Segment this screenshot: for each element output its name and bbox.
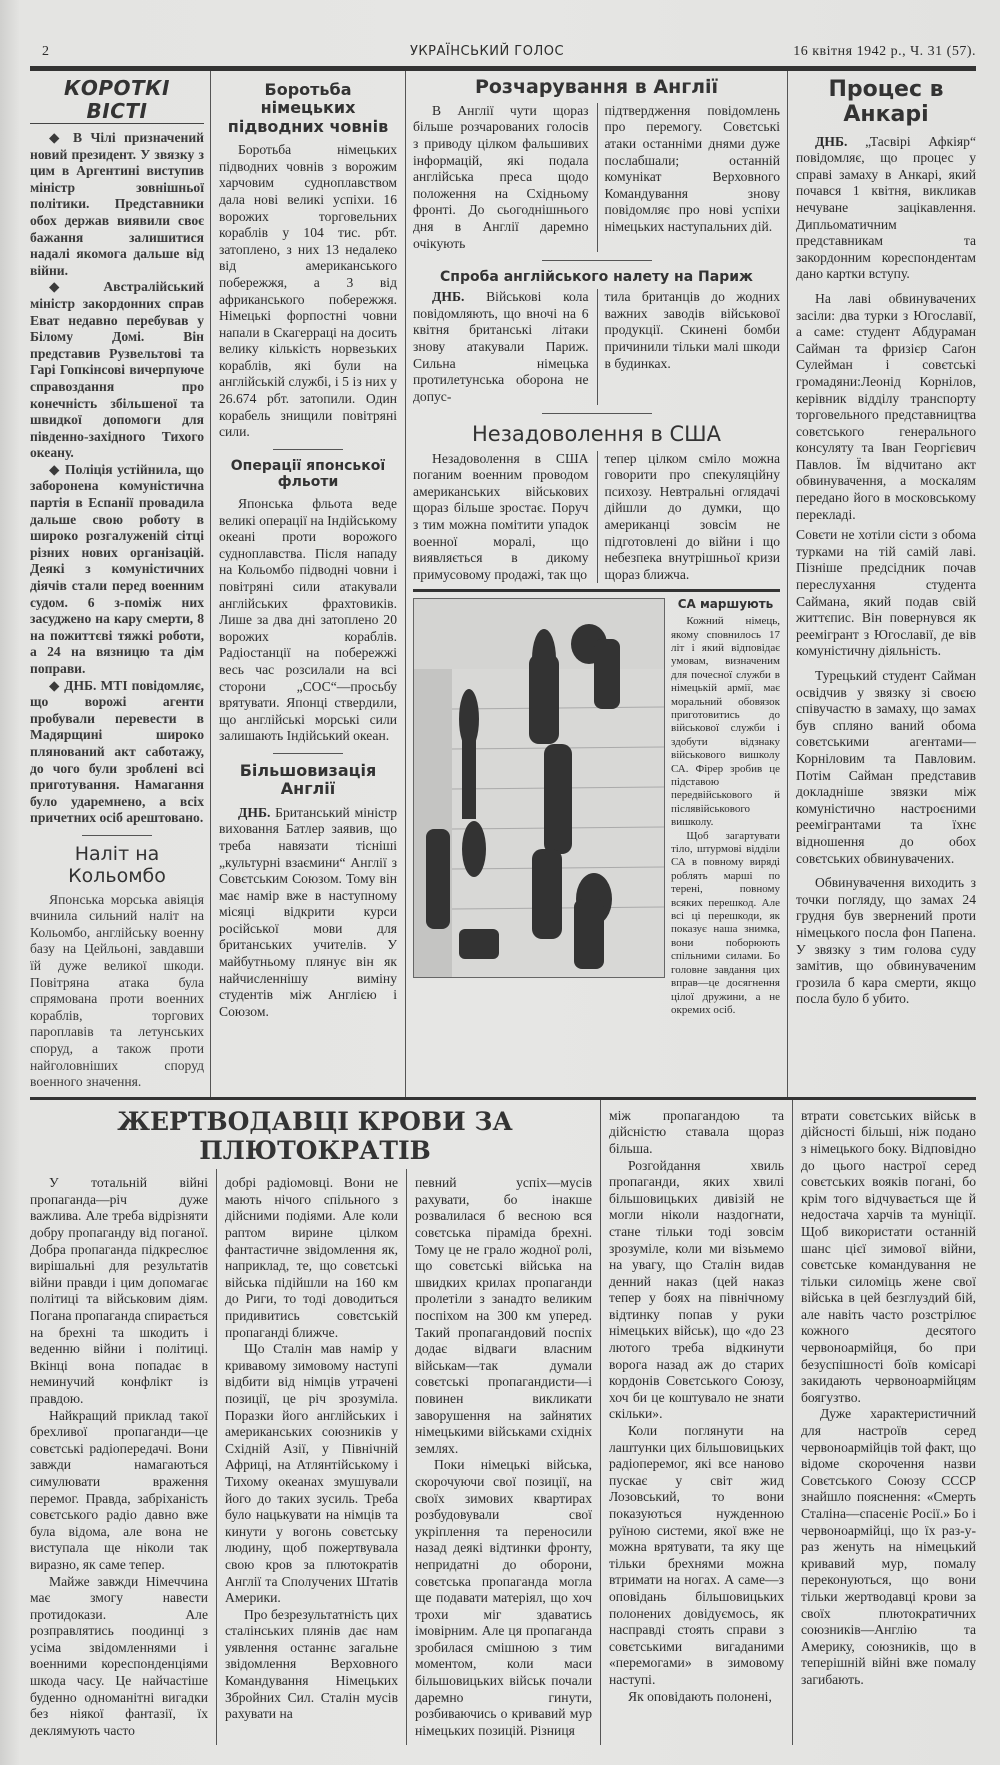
agency-lead: ДНБ. — [238, 804, 271, 820]
separator — [82, 835, 152, 836]
main-article-col-5 — [792, 1100, 976, 1746]
paragraph: Що Сталін мав намір у кривавому зимовому наступі відбити від німців утрачені позиції, це річ зрозуміла. Поразки його англійських і американських союзників у Східній Азії, у Північній Африці, на Атлянтійському і Тихому океанах змушували його до таких зусиль. Треба було нацькувати на німців та кинути у вогонь совєтську людину, щоб пожертвувала свою кров за плютократів Англії та Сполучених Штатів Америки. — [225, 1341, 398, 1606]
paragraph-text: Британський міністр виховання Батлер заявив, що треба навязати тісніші „культурні взаємини“ Англії з Совєтським Союзом. Тому він має намір вже в наступному місяці відкрити курси російської мови для британських учителів. У майбутньому плянує він як найчисленнішу виміну студентів між Англією і Союзом. — [219, 804, 397, 1019]
paragraph: Обвинувачення виходить з точки погляду, що замах 24 грудня був звернений проти німецького посла фон Папена. У звязку з тим голова суду замітив, що обвинуваченим грозила б кара смерти, якщо посла було б убито. — [796, 875, 976, 1007]
agency-lead: ДНБ. — [815, 133, 848, 149]
paragraph: Дуже характеристичний для настроїв серед червоноармійців той факт, що відоме скорочення назви Совєтського Союзу СССР знайшло пояснення: «Смерть Сталіна—спасеніє Росії.» Бо і червоноармійці, що їх раз-у-раз женуть на німецький кривавий мур, помалу переконуються, що вони тільки жертводавці крови за своїх плютократичних союзників—Англію та Америку, союзників, що в теперішній війні вже помалу загибають. — [801, 1406, 976, 1687]
paragraph: ◆ Австралійський міністр закордонних справ Еват недавно перебував у Білому Домі. Він представив Рузвельтові та Гарі Гопкінсові вичерпуюче справоздання про конечність збільшеної та швидкої допомоги для південно-західного Тихого океану. — [30, 279, 204, 461]
agency-lead: ДНБ. — [432, 289, 465, 305]
japan-fleet-title: Операції японської фльоти — [230, 457, 386, 490]
main-article-col-1 — [30, 1169, 216, 1745]
issue-date: 16 квітня 1942 р., Ч. 31 (57). — [793, 44, 976, 59]
submarines-title: Боротьба німецьких підводних човнів — [227, 80, 389, 136]
ankara-column — [787, 71, 976, 1097]
paris-raid-title: Спроба англійського налету на Париж — [440, 269, 753, 286]
paragraph: ◆ В Чілі призначений новий президент. У звязку з цим в Аргентині виступив міністр зовнішньої політики. Представники обох держав виявили своє бажання залишитися надалі якомога дальше від війни. — [30, 130, 204, 278]
paragraph: На лаві обвинувачених засіли: два турки з Югославії, а саме: студент Абдураман Сайман та фризієр Саґон Сулейман і совєтські громадяни:Леонід Корнілов, керівник відділу транспорту торговельного представництва совєтського генерального консуляту та Іван Георгієвич Павлов. Їм відчитано акт обвинувачення, а москалям передано його в московському перекладі. — [796, 290, 976, 522]
usa-title: Незадоволення в США — [472, 422, 721, 447]
submarines-body — [219, 142, 397, 441]
paragraph: Совєти не хотіли сісти з обома турками на тій самій лаві. Пізніше предсідник почав переслухання студента Саймана, який подав свій життєпис. Він повернувся як реемігрант з Югославії, де вів комуністичну діяльність. — [796, 527, 976, 659]
newspaper-title: УКРАЇНСЬКИЙ ГОЛОС — [410, 44, 565, 59]
paragraph: добрі радіомовці. Вони не мають нічого спільного з дійсними подіями. Але коли раптом вирине цілком фантастичне звідомлення як, наприклад, те, що совєтські війська підійшли на 160 км до Риги, то тоді доводиться придивитись совєтській пропаганді ближче. — [225, 1175, 398, 1340]
paragraph: тепер цілком сміло можна говорити про спекуляційну психозу. Невтральні оглядачі дійшли до думки, що американці зовсім не підготовлені до війни і що небезпека внутрішньої кризи щораз ближча. — [604, 450, 780, 582]
page-number: 2 — [42, 44, 50, 59]
masthead — [30, 0, 976, 66]
paragraph: Кожний німець, якому сповнилось 17 літ і який відповідає умовам, визначеним для почесної служби в німецькій армії, має моральний обовязок приготовитись до військової служби і здобути відзнаку військового вишколу СА. Фірер зробив це підставою передвійськового й післявійськового вишколу. — [671, 615, 780, 829]
sa-body — [671, 615, 780, 1017]
paragraph: Коли поглянути на лаштунки цих більшовицьких радіоперемог, які все наново пускає у світ жид Лозовський, то вони показуються нужденною руїною системи, якої вже не можна врятувати, та яку ще тільки брехнями можна втримати на ногах. А саме—з оповідань більшовицьких полонених довідуємось, як насправді стоять справи з совєтськими вигаданими «перемогами» в зимовому наступі. — [609, 1423, 784, 1687]
paragraph: певний успіх—мусів рахувати, бо інакше розвалилася б весною вся совєтська піраміда брехні. Тому це не грало жодної ролі, що совєтські війська на швидких крилах пропаганди пролетіли з занадто великим поспіхом на 300 км уперед. Такий пропагандовий поспіх додає відваги власним військам—так думали совєтські пропагандисти—і повинен викликати заворушення на зайнятих німецькими військами східніх землях. — [415, 1175, 592, 1456]
paragraph: між пропагандою та дійсністю ставала щораз більша. — [609, 1107, 784, 1156]
colombo-title: Наліт на Кольомбо — [68, 842, 166, 887]
sa-caption-column — [671, 598, 780, 1017]
paragraph: Японська фльота веде великі операції на Індійському океані проти ворожого судноплавства. Після нападу на Кольомбо підводні човни і повітряні сили атакували англійських фрахтовиків. Лише за два дні затоплено 20 ворожих кораблів. Радіостанції на побережжі весь час розсилали на всі сторони „СОС“—просьбу врятувати. Японці ствердили, що англійські морські сили залишають Індійський океан. — [219, 496, 397, 744]
paragraph: Турецький студент Сайман освідчив у звязку зі своєю співучастю в замаху, що замах був спляно ваний обома совєтськими агентами—Корніловим та Павловим. Потім Сайман представив докладніше звязки між комуністично настроєними реемігрантами та їхнє відношення до обох совєтських обвинувачених. — [796, 668, 976, 866]
paragraph: Розгойдання хвиль пропаганди, яких хвилі більшовицьких дивізій не могли ніколи наздогнати, стане тільки тоді зовсім зрозуміле, коли ми візьмемо на увагу, що Сталін видав денний наказ (цей наказ тепер у боях на північному відтинку попав у руки німецьких військ), що «до 23 лютого треба відкинути ворога назад аж до старих кордонів Совєтського Союзу, хоч би це коштувало не знати скільки». — [609, 1157, 784, 1422]
paragraph: Поки німецькі війська, скорочуючи свої позиції, на своїх зимових квартирах розбудовували свої укріплення та переносили назад деякі відтинки фронту, непридатні до оборони, совєтська пропаганда могла ще подавати матеріял, що хоч трохи міг здаватись імовірним. Але ця пропаганда зробилася смішною з тим моментом, коли маси більшовицьких військ почали даремно гинути, розбиваючись о кривавий мур німецьких позицій. Різниця — [415, 1457, 592, 1738]
main-article-left-columns — [30, 1169, 600, 1745]
paragraph: Про безрезультатність цих сталінських плянів дає нам уявлення останнє загальне звідомлення Верховного Командування Німецьких Збройних Сил. Сталін мусів рахувати на — [225, 1606, 398, 1722]
paragraph: Незадоволення в США поганим военним проводом американських військових щораз більше зростає. Поруч з тим можна помітити упадок военної моралі, що виявляється в дикому примусовому продажі, так що — [413, 450, 589, 582]
paragraph: ◆ Поліція устійнила, що заборонена комуністична партія в Еспанії провадила дальше свою роботу в широко розгалуженій сітці різних нових організацій. Деякі з комуністичних діячів стали перед военним судом. 6 з-поміж них засуджено на кару смерти, 8 на пожиттєві тяжкі роботи, а 24 на вязницю та дім поправи. — [30, 461, 204, 676]
disappointment-title: Розчарування в Англії — [474, 76, 719, 98]
separator — [273, 753, 343, 754]
bolshevization-title: Більшовизація Англії — [239, 760, 377, 799]
paragraph: втрати совєтських військ в дійсності більші, ніж подано з німецького боку. Відповідно до цього настрої серед совєтських вояків погані, бо крім того відчувається ще й недостача харчів та муніції. Щоб використати останній шанс цієї зимової війни, совєтське командування не тільки силоміць жене свої війська в цей безглуздий бій, але навіть часто розстрілює кожного десятого червоноармійця, бо при безуспішності боїв комісарі закидають червоноармійцям боягузтво. — [801, 1107, 976, 1405]
paragraph: Як оповідають полонені, — [628, 1688, 772, 1704]
short-news-title: КОРОТКІ ВІСТІ — [30, 77, 204, 124]
main-article-col-4 — [600, 1100, 792, 1746]
colombo-body — [30, 892, 204, 1091]
sa-title: СА маршують — [677, 597, 774, 612]
main-article-left — [30, 1100, 600, 1746]
short-news-column — [30, 71, 210, 1097]
top-section — [30, 71, 976, 1097]
paragraph: підтвердження повідомлень про перемогу. Совєтські атаки останніми днями дуже послабшали; останній комунікат Верховного Командування знову повідомляє про нові успіхи німецьких наступальних дій. — [604, 102, 780, 234]
paragraph — [796, 134, 976, 283]
separator — [542, 260, 652, 261]
paragraph — [413, 289, 589, 405]
photo-block — [413, 598, 780, 1017]
separator — [542, 413, 652, 414]
column-2 — [210, 71, 405, 1097]
japan-fleet-body — [219, 496, 397, 745]
paragraph: Японська морська авіяція вчинила сильний наліт на Кольомбо, англійську военну базу на Цейльоні, завдавши їй дуже великої шкоди. Повітряна атака була спрямована проти военних кораблів, торгових пароплавів та летунських споруд, а також проти найголовніших споруд военного значення. — [30, 891, 204, 1090]
ankara-title: Процес в Анкарі — [828, 77, 944, 128]
paragraph: Щоб загартувати тіло, штурмові відділи СА в повному виряді роблять марші по терені, повному всяких перешкод. Але всі ці перешкоди, як показує наша знимка, вони поборюють спільними силами. Бо головне завдання цих вправ—це досягнення цілої дружини, а не окремих осіб. — [671, 829, 780, 1016]
paragraph-text: „Тасвірі Афкіяр“ повідомляє, що процес у справі замаху в Анкарі, який почався 1 квітня, викликав нечуване зацікавлення. Дипльоматичним представникам та закордонним кореспондентам дано картки вступу. — [796, 133, 976, 282]
bolshevization-body — [219, 805, 397, 1021]
paragraph: Найкращий приклад такої брехливої пропаганди—це совєтські радіопередачі. Вони завжди намагаються симулювати враження перемог. Правда, забріханість совєтського радіо давно вже була відома, але вона не виступала ще ніколи так виразно, як саме тепер. — [30, 1407, 208, 1572]
photo-soldiers-climbing-wall — [414, 599, 665, 978]
main-article — [30, 1100, 976, 1746]
short-news-body — [30, 130, 204, 827]
paragraph: тила британців до жодних важних заводів військової продукції. Скинені бомби причинили тільки малі шкоди в будинках. — [604, 289, 780, 371]
sa-marching-photo — [413, 598, 665, 978]
paragraph-text: Військові кола повідомляють, що вночі на 6 квітня британські літаки знову атакували Париж. Сильна німецька протилетунська оборона не допус- — [413, 289, 589, 404]
main-article-col-3 — [406, 1169, 600, 1745]
section-rule — [413, 589, 780, 592]
paragraph: У тотальній війні пропаганда—річ дуже важлива. Але треба відрізняти добру пропаганду від поганої. Добра пропаганда підкреслює вирішальні для результатів війни правди і цим допомагає політиці та військовим діям. Погана пропаганда спирається на брехні та шкодить і веденню війни і політиці. Вкінці вона попадає в неминучий конфлікт із правдою. — [30, 1175, 209, 1406]
main-article-title: ЖЕРТВОДАВЦІ КРОВИ ЗА ПЛЮТОКРАТІВ — [117, 1106, 513, 1165]
paragraph: В Англії чути щораз більше розчарованих голосів з приводу цілком фальшивих інформацій, які подала англійська преса щодо положення на Східньому фронті. До сьогоднішнього дня в Англії даремно очікують — [413, 102, 589, 251]
column-3 — [405, 71, 787, 1097]
main-article-col-2 — [216, 1169, 406, 1745]
paragraph: ◆ ДНБ. МТІ повідомляє, що ворожі агенти пробували перевести в Мадярщині широко плянований акт саботажу, до чого були зроблені всі приготування. Намагання було ударемнено, а всіх причетних осіб арештовано. — [30, 677, 204, 826]
separator — [273, 449, 343, 450]
paragraph: Боротьба німецьких підводних човнів з ворожим харчовим судноплавством дала нові великі успіхи. 16 ворожих торговельних кораблів у 104 тис. рбт. затоплено, з них 13 недалеко від американського побережжя, а 3 від африканського побережжя. Німецькі форпостні човни напали в Скагерраці на досить велику кількість норвезьких кораблів, які були на англійській службі, і 5 із них у 26.674 рбт. затопили. Один корабель знищили повітряні сили. — [219, 142, 397, 440]
paragraph: Майже завжди Німеччина має змогу навести протидокази. Але розправлятись поодинці з усіма звідомленнями і военними кореспонденціями шкода часу. Це найчастіше буденно одноманітні вигадки без ніякої фантазії, їх деклямують часто — [30, 1573, 208, 1738]
